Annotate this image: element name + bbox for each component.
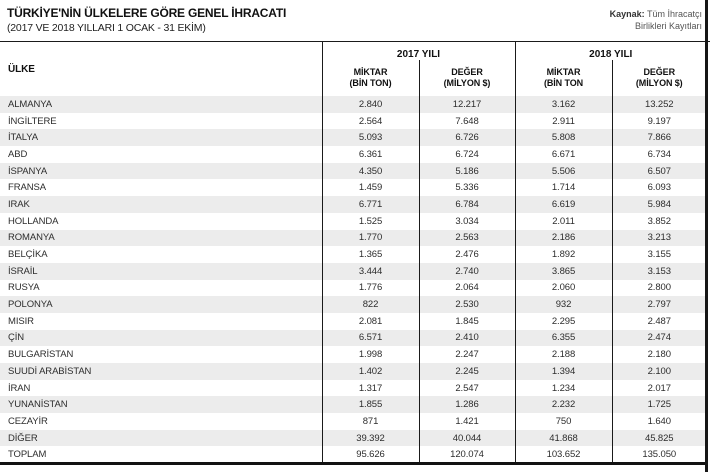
value-2017-deger-cell: 1.845 bbox=[419, 313, 515, 330]
table-header bbox=[0, 42, 706, 96]
value-2018-deger-cell: 2.180 bbox=[612, 346, 706, 363]
value-2018-miktar-cell: 3.162 bbox=[515, 96, 612, 113]
table-row bbox=[0, 380, 706, 397]
country-cell: DİĞER bbox=[8, 432, 38, 444]
value-2018-deger-cell: 135.050 bbox=[612, 446, 706, 463]
table-row bbox=[0, 179, 706, 196]
table-row bbox=[0, 296, 706, 313]
value-2017-deger-cell: 1.421 bbox=[419, 413, 515, 430]
value-2018-deger-cell: 6.093 bbox=[612, 179, 706, 196]
value-2017-deger-cell: 5.186 bbox=[419, 163, 515, 180]
table-row bbox=[0, 430, 706, 447]
country-cell: BULGARİSTAN bbox=[8, 349, 74, 361]
value-2018-miktar-cell: 932 bbox=[515, 296, 612, 313]
value-2018-miktar-cell: 5.506 bbox=[515, 163, 612, 180]
value-2018-deger-cell: 3.852 bbox=[612, 213, 706, 230]
table-row bbox=[0, 330, 706, 347]
value-2017-deger-cell: 40.044 bbox=[419, 430, 515, 447]
value-2018-deger-cell: 2.017 bbox=[612, 380, 706, 397]
column-header-2018-deger bbox=[612, 60, 706, 96]
table-row bbox=[0, 163, 706, 180]
exports-table bbox=[0, 42, 706, 465]
table-row bbox=[0, 230, 706, 247]
value-2017-miktar-cell: 1.365 bbox=[322, 246, 419, 263]
value-2017-miktar-cell: 1.459 bbox=[322, 179, 419, 196]
source-text-2: Birlikleri Kayıtları bbox=[634, 21, 702, 32]
value-2017-deger-cell: 2.247 bbox=[419, 346, 515, 363]
value-2018-deger-cell: 1.725 bbox=[612, 396, 706, 413]
sub-header-line: (MİLYON $) bbox=[635, 78, 683, 88]
table-row bbox=[0, 313, 706, 330]
country-cell: TOPLAM bbox=[8, 448, 47, 460]
value-2018-miktar-cell: 3.865 bbox=[515, 263, 612, 280]
value-2018-deger-cell: 13.252 bbox=[612, 96, 706, 113]
page-header bbox=[0, 0, 710, 42]
source-text-1: Tüm İhracatçı bbox=[644, 9, 702, 19]
country-cell: ROMANYA bbox=[8, 232, 55, 244]
value-2018-deger-cell: 2.474 bbox=[612, 330, 706, 347]
header-titles bbox=[7, 6, 286, 35]
country-cell: HOLLANDA bbox=[8, 215, 59, 227]
value-2018-miktar-cell: 1.892 bbox=[515, 246, 612, 263]
value-2018-deger-cell: 6.507 bbox=[612, 163, 706, 180]
sub-header-line: MİKTAR bbox=[353, 67, 388, 78]
country-cell: İTALYA bbox=[8, 132, 39, 144]
value-2017-miktar-cell: 3.444 bbox=[322, 263, 419, 280]
country-cell: RUSYA bbox=[8, 282, 40, 294]
table-row bbox=[0, 413, 706, 430]
value-2017-deger-cell: 120.074 bbox=[419, 446, 515, 463]
sub-header-line: (BİN TON bbox=[543, 78, 584, 88]
country-cell: BELÇİKA bbox=[8, 249, 48, 261]
value-2017-deger-cell: 2.476 bbox=[419, 246, 515, 263]
value-2018-miktar-cell: 6.671 bbox=[515, 146, 612, 163]
value-2017-miktar-cell: 6.771 bbox=[322, 196, 419, 213]
column-header-2017-miktar bbox=[322, 60, 419, 96]
table-row bbox=[0, 363, 706, 380]
value-2017-deger-cell: 2.064 bbox=[419, 280, 515, 297]
value-2018-deger-cell: 2.100 bbox=[612, 363, 706, 380]
table-row bbox=[0, 446, 706, 463]
table-row bbox=[0, 246, 706, 263]
value-2017-miktar-cell: 871 bbox=[322, 413, 419, 430]
value-2018-miktar-cell: 2.295 bbox=[515, 313, 612, 330]
value-2017-deger-cell: 6.784 bbox=[419, 196, 515, 213]
value-2017-deger-cell: 3.034 bbox=[419, 213, 515, 230]
value-2017-deger-cell: 2.740 bbox=[419, 263, 515, 280]
value-2017-miktar-cell: 2.564 bbox=[322, 113, 419, 130]
value-2017-deger-cell: 2.530 bbox=[419, 296, 515, 313]
value-2018-miktar-cell: 2.188 bbox=[515, 346, 612, 363]
value-2017-miktar-cell: 1.402 bbox=[322, 363, 419, 380]
value-2017-miktar-cell: 95.626 bbox=[322, 446, 419, 463]
value-2017-miktar-cell: 4.350 bbox=[322, 163, 419, 180]
value-2018-deger-cell: 2.800 bbox=[612, 280, 706, 297]
value-2018-deger-cell: 3.153 bbox=[612, 263, 706, 280]
value-2017-miktar-cell: 1.770 bbox=[322, 230, 419, 247]
country-cell: İSRAİL bbox=[8, 265, 38, 277]
country-cell: İRAN bbox=[8, 382, 31, 394]
page-edge-bar bbox=[705, 0, 708, 472]
value-2018-deger-cell: 5.984 bbox=[612, 196, 706, 213]
value-2017-miktar-cell: 6.361 bbox=[322, 146, 419, 163]
value-2017-deger-cell: 2.410 bbox=[419, 330, 515, 347]
value-2017-deger-cell: 12.217 bbox=[419, 96, 515, 113]
value-2017-deger-cell: 2.245 bbox=[419, 363, 515, 380]
country-cell: YUNANİSTAN bbox=[8, 399, 68, 411]
country-cell: IRAK bbox=[8, 198, 30, 210]
value-2017-miktar-cell: 6.571 bbox=[322, 330, 419, 347]
table-row bbox=[0, 129, 706, 146]
value-2018-miktar-cell: 2.060 bbox=[515, 280, 612, 297]
country-cell: FRANSA bbox=[8, 182, 46, 194]
value-2017-deger-cell: 7.648 bbox=[419, 113, 515, 130]
value-2017-miktar-cell: 1.776 bbox=[322, 280, 419, 297]
page-title: TÜRKİYE'NİN ÜLKELERE GÖRE GENEL İHRACATI bbox=[7, 6, 287, 20]
sub-header-line: DEĞER bbox=[643, 67, 675, 78]
country-cell: ÇİN bbox=[8, 332, 25, 344]
country-cell: MISIR bbox=[8, 315, 34, 327]
table-row bbox=[0, 263, 706, 280]
value-2018-deger-cell: 3.155 bbox=[612, 246, 706, 263]
value-2018-miktar-cell: 2.911 bbox=[515, 113, 612, 130]
value-2018-miktar-cell: 6.619 bbox=[515, 196, 612, 213]
country-cell: İSPANYA bbox=[8, 165, 48, 177]
country-cell: İNGİLTERE bbox=[8, 115, 57, 127]
sub-header-line: (BİN TON) bbox=[349, 78, 392, 88]
value-2018-miktar-cell: 1.234 bbox=[515, 380, 612, 397]
value-2017-miktar-cell: 1.998 bbox=[322, 346, 419, 363]
value-2017-deger-cell: 5.336 bbox=[419, 179, 515, 196]
value-2018-miktar-cell: 6.355 bbox=[515, 330, 612, 347]
value-2018-deger-cell: 9.197 bbox=[612, 113, 706, 130]
table-row bbox=[0, 113, 706, 130]
value-2017-miktar-cell: 1.525 bbox=[322, 213, 419, 230]
table-row bbox=[0, 396, 706, 413]
value-2017-deger-cell: 2.563 bbox=[419, 230, 515, 247]
value-2018-deger-cell: 2.487 bbox=[612, 313, 706, 330]
value-2017-miktar-cell: 2.840 bbox=[322, 96, 419, 113]
value-2017-miktar-cell: 822 bbox=[322, 296, 419, 313]
table-row bbox=[0, 96, 706, 113]
value-2018-deger-cell: 3.213 bbox=[612, 230, 706, 247]
column-header-country: ÜLKE bbox=[8, 63, 35, 75]
table-row bbox=[0, 346, 706, 363]
value-2017-miktar-cell: 39.392 bbox=[322, 430, 419, 447]
column-header-2017-deger bbox=[419, 60, 515, 96]
country-cell: POLONYA bbox=[8, 299, 53, 311]
value-2017-deger-cell: 1.286 bbox=[419, 396, 515, 413]
value-2018-deger-cell: 6.734 bbox=[612, 146, 706, 163]
country-cell: ABD bbox=[8, 148, 28, 160]
sub-header-line: MİKTAR bbox=[546, 67, 581, 78]
value-2017-miktar-cell: 5.093 bbox=[322, 129, 419, 146]
source-note bbox=[610, 6, 702, 32]
value-2018-deger-cell: 45.825 bbox=[612, 430, 706, 447]
value-2018-deger-cell: 7.866 bbox=[612, 129, 706, 146]
value-2017-miktar-cell: 1.855 bbox=[322, 396, 419, 413]
value-2017-deger-cell: 6.724 bbox=[419, 146, 515, 163]
sub-header-line: DEĞER bbox=[451, 67, 483, 78]
value-2018-miktar-cell: 1.394 bbox=[515, 363, 612, 380]
value-2018-deger-cell: 1.640 bbox=[612, 413, 706, 430]
column-group-2018: 2018 YILI bbox=[515, 42, 706, 60]
table-row bbox=[0, 280, 706, 297]
table-row bbox=[0, 146, 706, 163]
page-subtitle: (2017 VE 2018 YILLARI 1 OCAK - 31 EKİM) bbox=[7, 21, 206, 34]
value-2018-miktar-cell: 5.808 bbox=[515, 129, 612, 146]
value-2018-miktar-cell: 2.011 bbox=[515, 213, 612, 230]
column-group-2017: 2017 YILI bbox=[322, 42, 515, 60]
source-line-1 bbox=[610, 8, 702, 20]
value-2017-deger-cell: 6.726 bbox=[419, 129, 515, 146]
value-2018-deger-cell: 2.797 bbox=[612, 296, 706, 313]
value-2018-miktar-cell: 750 bbox=[515, 413, 612, 430]
table-row bbox=[0, 196, 706, 213]
table-body bbox=[0, 96, 706, 463]
country-cell: SUUDİ ARABİSTAN bbox=[8, 365, 92, 377]
value-2017-miktar-cell: 2.081 bbox=[322, 313, 419, 330]
country-cell: CEZAYİR bbox=[8, 415, 48, 427]
table-row bbox=[0, 213, 706, 230]
sub-header-line: (MİLYON $) bbox=[443, 78, 491, 88]
value-2018-miktar-cell: 41.868 bbox=[515, 430, 612, 447]
year-header-row bbox=[0, 42, 706, 60]
value-2018-miktar-cell: 2.186 bbox=[515, 230, 612, 247]
country-cell: ALMANYA bbox=[8, 98, 52, 110]
value-2018-miktar-cell: 103.652 bbox=[515, 446, 612, 463]
value-2018-miktar-cell: 1.714 bbox=[515, 179, 612, 196]
source-label: Kaynak: bbox=[609, 9, 645, 19]
value-2017-miktar-cell: 1.317 bbox=[322, 380, 419, 397]
value-2018-miktar-cell: 2.232 bbox=[515, 396, 612, 413]
column-header-2018-miktar bbox=[515, 60, 612, 96]
value-2017-deger-cell: 2.547 bbox=[419, 380, 515, 397]
